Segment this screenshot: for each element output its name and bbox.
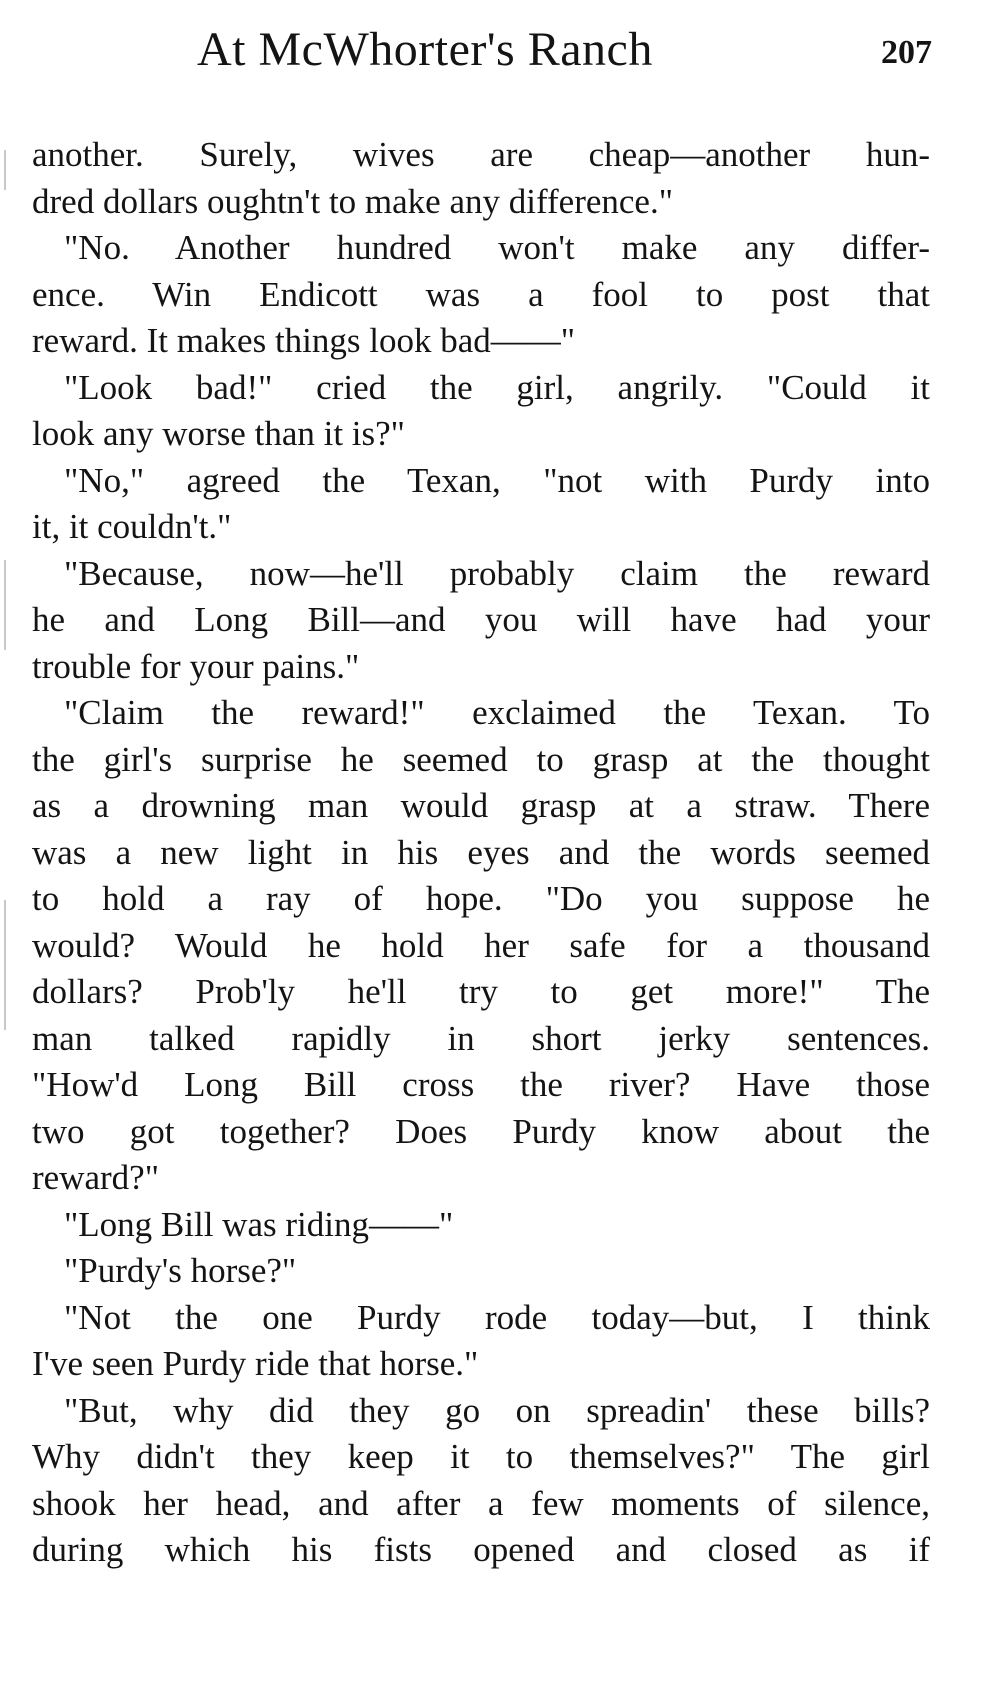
text-line: reward. It makes things look bad——": [32, 321, 576, 360]
text-line: he and Long Bill—and you will have had your: [32, 600, 930, 639]
text-line: shook her head, and after a few moments of silence,: [32, 1483, 930, 1523]
text-line: "Look bad!" cried the girl, angrily. "Could it: [64, 367, 930, 407]
body-text: [32, 132, 930, 1574]
text-line: look any worse than it is?": [32, 414, 405, 453]
margin-speck: [4, 900, 6, 1030]
text-line: was a new light in his eyes and the words seemed: [32, 832, 930, 872]
text-line: "Long Bill was riding——": [64, 1204, 454, 1244]
text-line: another. Surely, wives are cheap—another hun-: [32, 135, 930, 174]
running-title: At McWhorter's Ranch: [197, 23, 653, 76]
text-line: during which his fists opened and closed as if: [32, 1530, 930, 1569]
text-line: "Purdy's horse?": [64, 1251, 297, 1290]
text-line: "Claim the reward!" exclaimed the Texan. To: [64, 693, 930, 732]
text-line: trouble for your pains.": [32, 646, 360, 686]
text-line: "Because, now—he'll probably claim the reward: [64, 553, 930, 593]
text-line: reward?": [32, 1158, 159, 1197]
text-line: "How'd Long Bill cross the river? Have those: [32, 1065, 930, 1104]
text-line: man talked rapidly in short jerky sentences.: [32, 1018, 930, 1058]
text-line: "No," agreed the Texan, "not with Purdy into: [64, 460, 930, 500]
page-number: 207: [881, 34, 932, 71]
text-line: as a drowning man would grasp at a straw. There: [32, 786, 930, 825]
text-line: I've seen Purdy ride that horse.": [32, 1344, 479, 1383]
text-line: "No. Another hundred won't make any differ-: [64, 228, 930, 267]
text-line: the girl's surprise he seemed to grasp at the thought: [32, 739, 930, 779]
text-line: dred dollars oughtn't to make any difference.": [32, 181, 673, 221]
margin-speck: [4, 560, 6, 650]
text-line: it, it couldn't.": [32, 507, 232, 546]
margin-speck: [4, 150, 6, 190]
text-line: dollars? Prob'ly he'll try to get more!" The: [32, 972, 930, 1011]
text-line: "Not the one Purdy rode today—but, I think: [64, 1297, 930, 1337]
text-line: would? Would he hold her safe for a thousand: [32, 925, 930, 965]
page-header: [32, 22, 932, 92]
text-line: ence. Win Endicott was a fool to post that: [32, 274, 930, 314]
text-line: "But, why did they go on spreadin' these bills?: [64, 1390, 930, 1430]
text-line: Why didn't they keep it to themselves?" The girl: [32, 1437, 930, 1476]
text-line: two got together? Does Purdy know about the: [32, 1111, 930, 1151]
text-line: to hold a ray of hope. "Do you suppose he: [32, 879, 930, 918]
